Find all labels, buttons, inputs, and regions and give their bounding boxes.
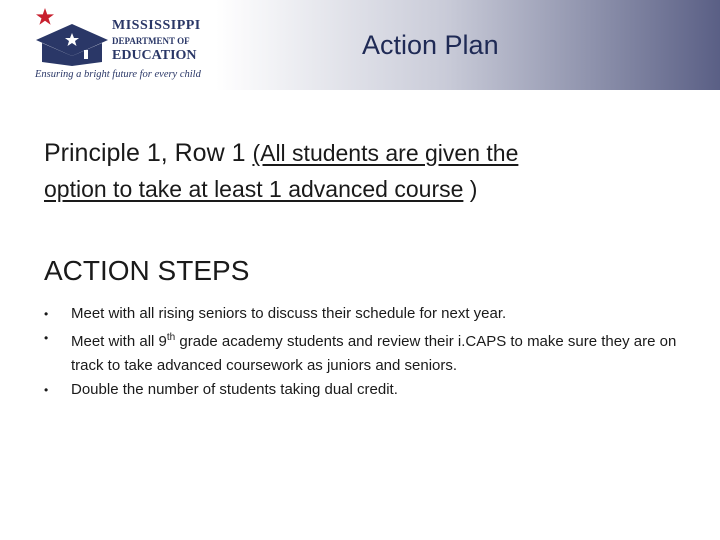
header-banner: [0, 0, 720, 90]
action-steps-list: [44, 302, 684, 402]
list-item-text-cont: grade academy students and review their i.CAPS to make sure they are on track to take advanced coursework as juniors and seniors.: [71, 333, 677, 374]
schoolhouse-star-icon: [32, 6, 112, 68]
action-steps-heading: ACTION STEPS: [44, 255, 250, 286]
page-title: Action Plan: [362, 30, 499, 60]
logo-line-1: MISSISSIPPI: [112, 18, 201, 33]
list-item-superscript: th: [166, 332, 176, 343]
bullet-icon: •: [44, 331, 49, 345]
principle-description-cont: option to take at least 1 advanced course: [44, 176, 464, 202]
list-item-text: Double the number of students taking dual credit.: [71, 381, 398, 398]
principle-description-close: ): [463, 176, 478, 202]
bullet-icon: •: [44, 383, 49, 397]
list-item-text: Meet with all 9: [71, 333, 167, 350]
principle-description: (All students are given the: [252, 140, 519, 166]
list-item-text: Meet with all rising seniors to discuss their schedule for next year.: [71, 305, 507, 322]
list-item: [44, 378, 684, 402]
logo-line-2: DEPARTMENT OF: [112, 36, 190, 46]
principle-label: Principle 1, Row 1: [44, 139, 246, 167]
logo-line-3: EDUCATION: [112, 48, 197, 63]
bullet-icon: •: [44, 307, 49, 321]
list-item: [44, 302, 684, 326]
mde-logo: [32, 6, 212, 86]
list-item: [44, 326, 684, 378]
principle-subtitle: [44, 135, 684, 207]
logo-tagline: Ensuring a bright future for every child: [35, 69, 201, 80]
